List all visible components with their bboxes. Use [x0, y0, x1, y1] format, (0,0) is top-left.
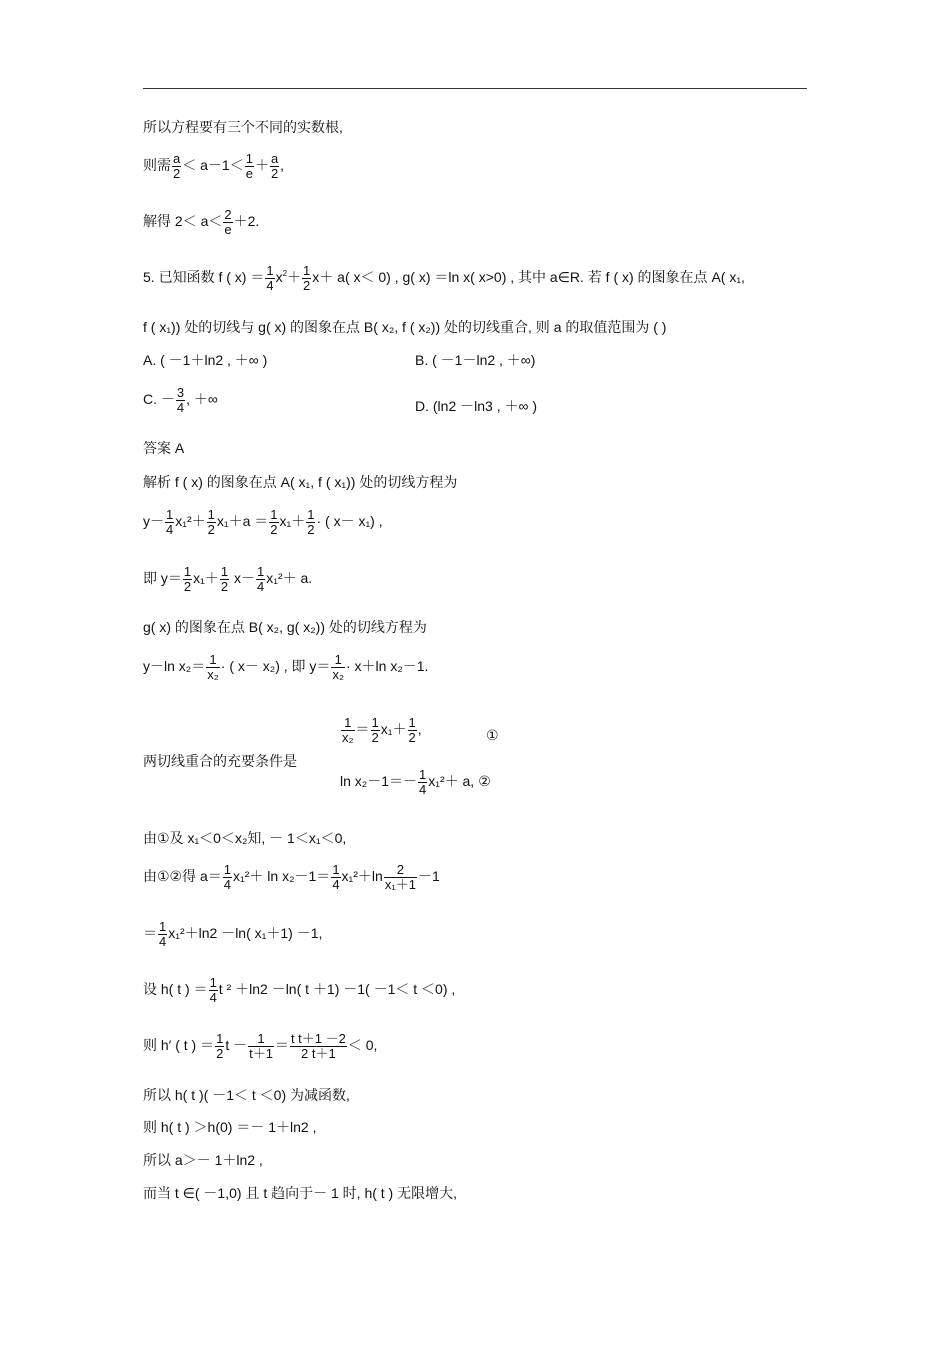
text-line: g( x) 的图象在点 B( x₂, g( x₂)) 处的切线方程为	[143, 619, 427, 635]
equation-line: 则需 $\frac{a}{2}$ ＜ a－1＜ $\frac{1}{e}$ ＋ $\frac{a}{2}$ ,	[143, 151, 285, 181]
equation-line: y－ $\frac{1}{4}$ x₁²＋ $\frac{1}{2}$ x₁＋a ＝ $\frac{1}{2}$ x₁＋ $\frac{1}{2}$ · ( x－ x₁) ,	[143, 507, 383, 537]
equation-line: ＝ $\frac{1}{4}$ x₁²＋ln2 －ln( x₁＋1) －1,	[143, 919, 323, 949]
text-line: 所以方程要有三个不同的实数根,	[143, 119, 343, 135]
condition-1-number: ①	[486, 727, 499, 743]
text-line: 由①及 x₁＜0＜x₂知, － 1＜x₁＜0,	[143, 830, 347, 846]
solution-line: 解析 f ( x) 的图象在点 A( x₁, f ( x₁)) 处的切线方程为	[143, 474, 458, 490]
equation-line: 则 h′ ( t ) ＝ $\frac{1}{2}$ t － $\frac{1}{t+1}$ ＝ $\frac{\text{t t＋1 －2}}{2 t+1}$ ＜ 0,	[143, 1031, 378, 1061]
text-line: 则 h( t ) ＞h(0) ＝－ 1＋ln2 ,	[143, 1119, 317, 1135]
question-line: 5. 已知函数 f ( x) ＝ $\frac{1}{4}$ $x^2+$ $\frac{1}{2}$ x＋ a( x＜ 0) , g( x) ＝ln x( x>0) , 其中 a∈R. 若 f ( x) 的图象在点 A( x₁,	[143, 263, 745, 293]
equation-line: 由①②得 a＝ $\frac{1}{4}$ x₁²＋ ln x₂－1＝ $\frac{1}{4}$ x₁²＋ln $\frac{2}{\text{x₁＋1}}$ －1	[143, 862, 440, 892]
equation-line: y－ln x₂＝ $\frac{1}{\text{x₂}}$ · ( x－ x₂) , 即 y＝ $\frac{1}{\text{x₂}}$ · x＋ln x₂－1.	[143, 652, 429, 682]
option-a: A. ( －1＋ln2 , ＋∞ )	[143, 352, 268, 368]
option-c: C. － $\frac{3}{4}$ , ＋∞	[143, 385, 218, 415]
option-d: D. (ln2 －ln3 , ＋∞ )	[415, 398, 538, 414]
equation-line: 解得 2＜ a＜ $\frac{2}{e}$ ＋2.	[143, 207, 260, 237]
equation-line: 设 h( t ) ＝ $\frac{1}{4}$ t ² ＋ln2 －ln( t ＋1) －1( －1＜ t ＜0) ,	[143, 975, 456, 1005]
text-line: 所以 h( t )( －1＜ t ＜0) 为减函数,	[143, 1087, 350, 1103]
equation-line: 即 y＝ $\frac{1}{2}$ x₁＋ $\frac{1}{2}$ x－ $\frac{1}{4}$ x₁²＋ a.	[143, 564, 313, 594]
text-line: 而当 t ∈( －1,0) 且 t 趋向于－ 1 时, h( t ) 无限增大,	[143, 1185, 458, 1201]
condition-1: $\frac{1}{\text{x₂}}$ ＝ $\frac{1}{2}$ x₁＋ $\frac{1}{2}$ ,	[342, 715, 422, 745]
option-b: B. ( －1－ln2 , ＋∞)	[415, 352, 536, 368]
text-line: 所以 a＞－ 1＋ln2 ,	[143, 1152, 263, 1168]
header-rule	[143, 88, 807, 89]
answer-line: 答案 A	[143, 440, 185, 456]
condition-2: ln x₂－1＝－ $\frac{1}{4}$ x₁²＋ a, ②	[340, 767, 491, 797]
text-line: 两切线重合的充要条件是	[143, 753, 297, 769]
question-line: f ( x₁)) 处的切线与 g( x) 的图象在点 B( x₂, f ( x₂)) 处的切线重合, 则 a 的取值范围为 ( )	[143, 319, 667, 335]
